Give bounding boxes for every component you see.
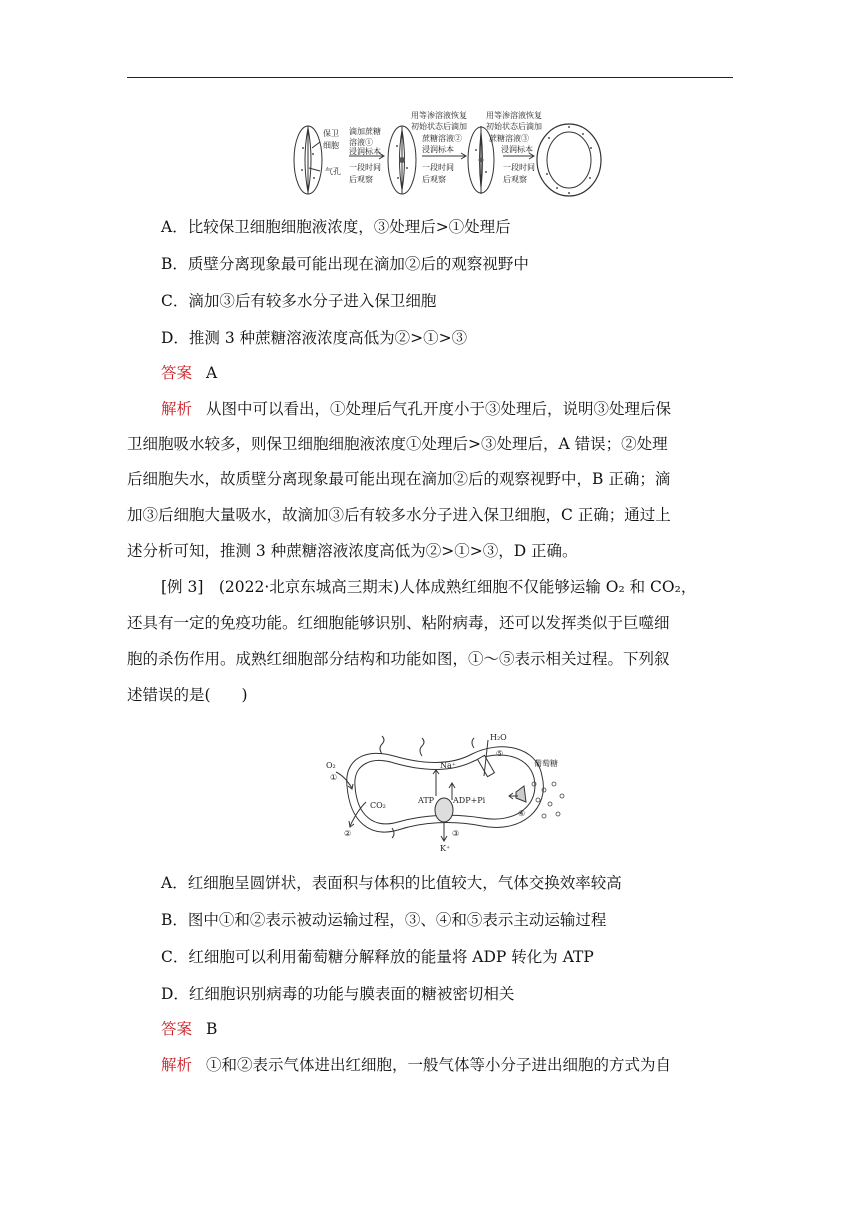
glucose-transporter: [516, 786, 526, 802]
analysis-label: 解析: [161, 400, 193, 418]
label-process-4: ④: [518, 809, 526, 818]
label-h2o: H₂O: [490, 733, 507, 742]
step3-line5: 一段时间: [503, 163, 535, 172]
label-adp-pi: ADP+Pi: [453, 796, 486, 805]
q2-option-a: A．比较保卫细胞细胞液浓度，③处理后>①处理后: [161, 218, 511, 236]
analysis-label: 解析: [161, 1056, 193, 1074]
label-o2: O₂: [326, 761, 336, 770]
q3-stem-line3: 胞的杀伤作用。成熟红细胞部分结构和功能如图，①～⑤表示相关过程。下列叙: [127, 650, 670, 668]
label-na: Na⁺: [440, 761, 456, 770]
label-process-1: ①: [330, 773, 338, 782]
header-rule: [127, 77, 733, 78]
q3-analysis-line1: [161, 1054, 737, 1076]
analysis-text: ①和②表示气体进出红细胞，一般气体等小分子进出细胞的方式为自: [206, 1056, 672, 1074]
guard-cell-figure: [285, 108, 605, 200]
q2-analysis-line1: [161, 398, 737, 420]
label-process-5: ⑤: [496, 749, 504, 758]
q2-option-c: C．滴加③后有较多水分子进入保卫细胞: [161, 292, 437, 310]
q2-answer: [161, 362, 771, 384]
q2-option-b: B．质壁分离现象最可能出现在滴加②后的观察视野中: [161, 255, 529, 273]
q3-stem-line1: [例 3] (2022·北京东城高三期末)人体成熟红细胞不仅能够运输 O₂ 和 CO₂，: [161, 578, 697, 596]
step2-line3: 蔗糖溶液②: [422, 134, 462, 143]
step3-line1: 用等渗溶液恢复: [486, 111, 542, 120]
label-guard-cell-2: 细胞: [323, 141, 339, 150]
step1-line2: 溶液①: [349, 138, 373, 147]
label-guard-cell-1: 保卫: [323, 129, 339, 138]
label-atp: ATP: [418, 796, 435, 805]
label-glucose: 葡萄糖: [534, 759, 558, 768]
q3-answer: [161, 1018, 771, 1040]
q3-option-b: B．图中①和②表示被动运输过程，③、④和⑤表示主动运输过程: [161, 911, 607, 929]
label-k: K⁺: [440, 844, 451, 853]
step1-line4: 一段时间: [349, 163, 381, 172]
answer-label: 答案: [161, 1020, 193, 1038]
step1-line5: 后观察: [349, 175, 373, 184]
q3-option-c: C．红细胞可以利用葡萄糖分解释放的能量将 ADP 转化为 ATP: [161, 948, 594, 966]
q2-analysis-line2: 卫细胞吸水较多，则保卫细胞细胞液浓度①处理后>③处理后，A 错误；②处理: [127, 435, 668, 453]
step2-line5: 一段时间: [422, 163, 454, 172]
label-stoma: 气孔: [325, 167, 341, 176]
q3-option-a: A．红细胞呈圆饼状，表面积与体积的比值较大，气体交换效率较高: [161, 874, 622, 892]
q2-analysis-line3: 后细胞失水，故质壁分离现象最可能出现在滴加②后的观察视野中，B 正确；滴: [127, 470, 671, 488]
step3-line2: 初始状态后滴加: [486, 122, 542, 131]
answer-label: 答案: [161, 364, 193, 382]
q3-option-d: D．红细胞识别病毒的功能与膜表面的糖被密切相关: [161, 985, 515, 1003]
step2-line6: 后观察: [422, 175, 446, 184]
step2-line2: 初始状态后滴加: [411, 122, 467, 131]
q2-option-d: D．推测 3 种蔗糖溶液浓度高低为②>①>③: [161, 329, 468, 347]
analysis-text: 从图中可以看出，①处理后气孔开度小于③处理后，说明③处理后保: [206, 400, 672, 418]
step2-line1: 用等渗溶液恢复: [411, 111, 467, 120]
answer-value: A: [206, 364, 218, 382]
q2-analysis-line5: 述分析可知，推测 3 种蔗糖溶液浓度高低为②>①>③，D 正确。: [127, 542, 578, 560]
step3-line3: 蔗糖溶液③: [489, 134, 529, 143]
label-process-2: ②: [344, 829, 352, 838]
step2-line4: 浸润标本: [422, 145, 454, 154]
step1-line1: 滴加蔗糖: [349, 127, 381, 136]
q3-stem-line4: 述错误的是( ): [127, 686, 248, 704]
step3-line6: 后观察: [503, 175, 527, 184]
q3-stem-line2: 还具有一定的免疫功能。红细胞能够识别、粘附病毒，还可以发挥类似于巨噬细: [127, 614, 670, 632]
step1-line3: 浸润标本: [349, 147, 381, 156]
red-blood-cell-figure: [322, 726, 582, 854]
label-process-3: ③: [452, 829, 460, 838]
answer-value: B: [206, 1020, 218, 1038]
na-k-pump: [435, 798, 453, 822]
step3-line4: 浸润标本: [501, 145, 533, 154]
q2-analysis-line4: 加③后细胞大量吸水，故滴加③后有较多水分子进入保卫细胞，C 正确；通过上: [127, 506, 671, 524]
label-co2: CO₂: [370, 801, 386, 810]
